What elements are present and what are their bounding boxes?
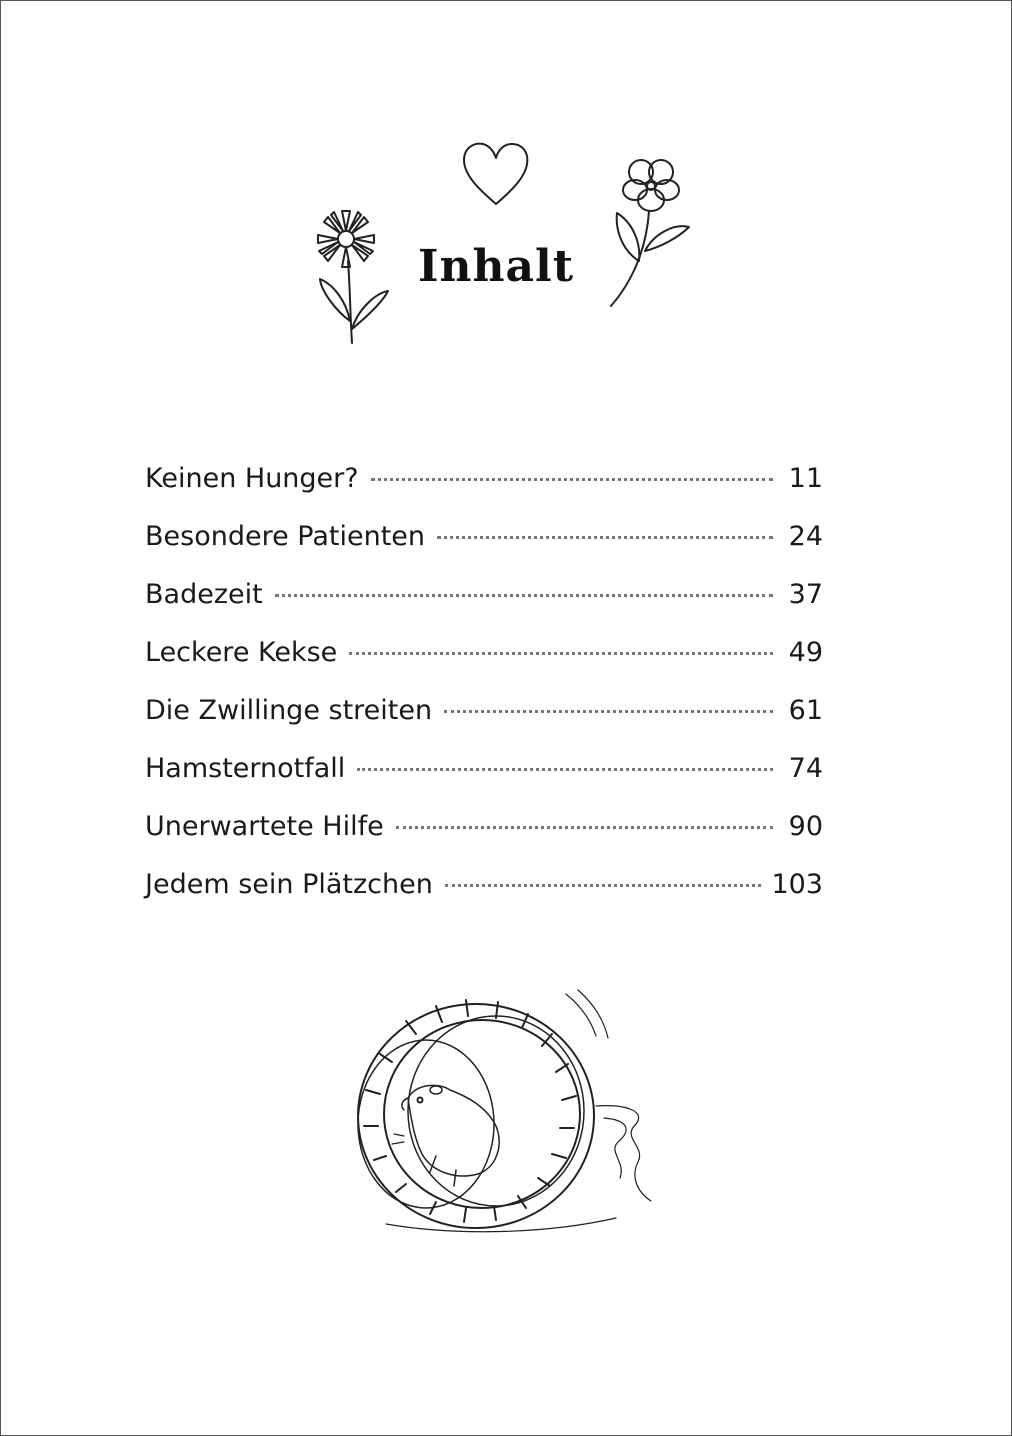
toc-entry[interactable] [145,463,823,521]
toc-entry-label: Besondere Patienten [145,521,426,552]
heart-icon [456,136,536,211]
toc-leader-dots [371,478,773,481]
toc-entry-label: Unerwartete Hilfe [145,811,384,842]
toc-leader-dots [437,536,773,539]
toc-entry[interactable] [145,579,823,637]
toc-entry[interactable] [145,869,823,927]
toc-entry-label: Keinen Hunger? [145,463,359,494]
toc-entry-label: Die Zwillinge streiten [145,695,433,726]
toc-entry-page: 37 [788,579,823,610]
toc-entry[interactable] [145,811,823,869]
toc-entry-page: 61 [788,695,823,726]
toc-entry[interactable] [145,753,823,811]
hamster-wheel-illustration [346,986,676,1246]
toc-leader-dots [445,884,762,887]
toc-entry-page: 103 [771,869,823,900]
table-of-contents [145,463,823,927]
pansy-flower-icon [601,151,696,316]
toc-entry-label: Leckere Kekse [145,637,338,668]
toc-entry-page: 49 [788,637,823,668]
toc-entry-label: Hamsternotfall [145,753,346,784]
toc-entry[interactable] [145,695,823,753]
page-title: Inhalt [417,241,575,292]
toc-entry-page: 24 [788,521,823,552]
toc-entry-label: Jedem sein Plätzchen [145,869,433,900]
toc-entry-label: Badezeit [145,579,263,610]
toc-entry-page: 11 [788,463,823,494]
toc-entry[interactable] [145,521,823,579]
toc-leader-dots [444,710,773,713]
toc-entry[interactable] [145,637,823,695]
toc-leader-dots [349,652,773,655]
toc-entry-page: 90 [788,811,823,842]
toc-leader-dots [357,768,773,771]
toc-entry-page: 74 [788,753,823,784]
toc-leader-dots [275,594,773,597]
toc-leader-dots [396,826,773,829]
